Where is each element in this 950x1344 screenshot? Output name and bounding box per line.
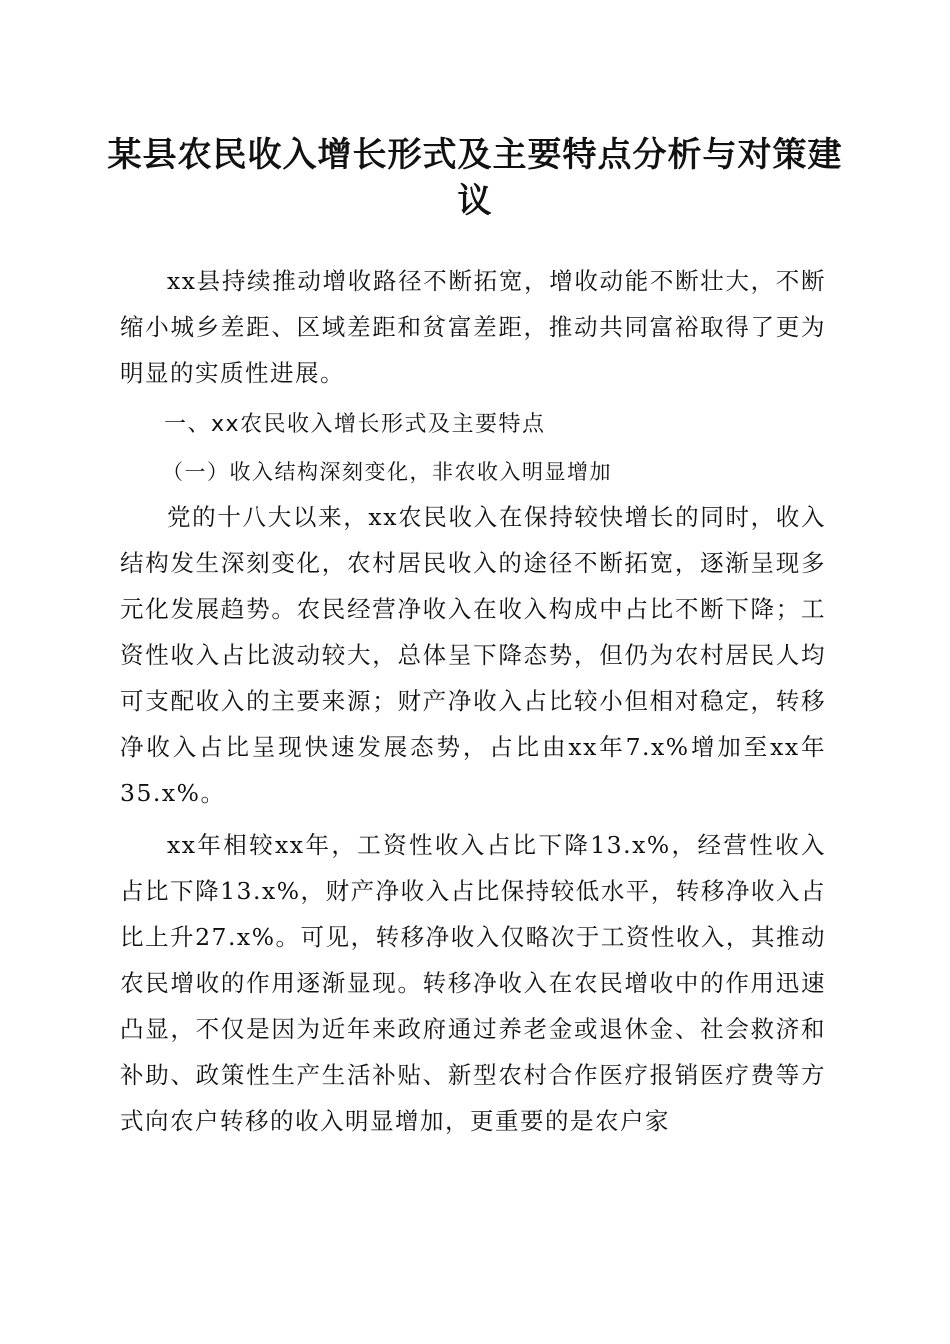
body-paragraph: 党的十八大以来，xx农民收入在保持较快增长的同时，收入结构发生深刻变化，农村居民收入的途径不断拓宽，逐渐呈现多元化发展趋势。农民经营净收入在收入构成中占比不断下降；工资性收入占比波动较大，总体呈下降态势，但仍为农村居民人均可支配收入的主要来源；财产净收入占比较小但相对稳定，转移净收入占比呈现快速发展态势，占比由xx年7.x%增加至xx年35.x%。 — [120, 503, 826, 807]
section-heading: 一、xx农民收入增长形式及主要特点 — [164, 412, 546, 437]
body-paragraph: xx年相较xx年，工资性收入占比下降13.x%，经营性收入占比下降13.x%，财产净收入占比保持较低水平，转移净收入占比上升27.x%。可见，转移净收入仅略次于工资性收入，其推动农民增收的作用逐渐显现。转移净收入在农民增收中的作用迅速凸显，不仅是因为近年来政府通过养老金或退休金、社会救济和补助、政策性生产生活补贴、新型农村合作医疗报销医疗费等方式向农户转移的收入明显增加，更重要的是农户家 — [120, 831, 826, 1135]
intro-paragraph: xx县持续推动增收路径不断拓宽，增收动能不断壮大，不断缩小城乡差距、区域差距和贫富差距，推动共同富裕取得了更为明显的实质性进展。 — [120, 267, 826, 387]
document-title: 某县农民收入增长形式及主要特点分析与对策建议 — [107, 135, 843, 221]
subsection-heading: （一）收入结构深刻变化，非农收入明显增加 — [162, 460, 612, 484]
document-body — [120, 258, 826, 1144]
